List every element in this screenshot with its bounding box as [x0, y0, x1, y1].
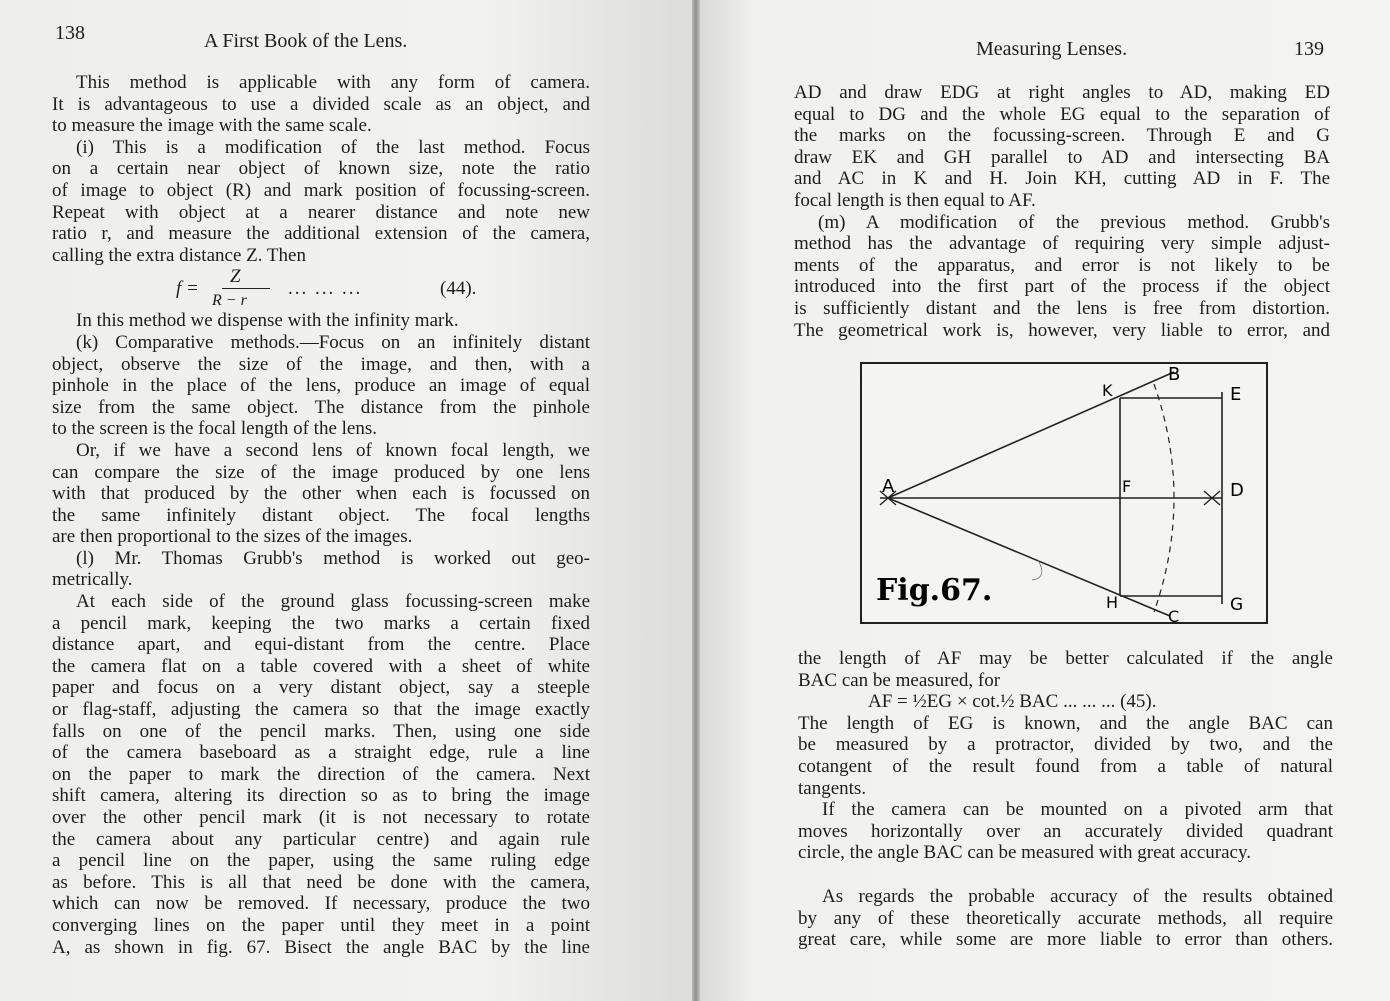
text-line: the same infinitely distant object. The focal lengths: [52, 504, 590, 526]
text-line: of image to object (R) and mark position of focussing-screen.: [52, 179, 590, 201]
formula-45: AF = ½EG × cot.½ BAC ... ... ... (45).: [868, 691, 1157, 713]
text-line: calling the extra distance Z. Then: [52, 244, 306, 266]
text-line: to measure the image with the same scale.: [52, 115, 372, 137]
text-line: are then proportional to the sizes of the images.: [52, 526, 413, 548]
text-line: tangents.: [798, 777, 867, 799]
formula-number: (44).: [440, 278, 477, 300]
text-line: object, observe the size of the image, and then, with a: [52, 353, 590, 375]
text-line: It is advantageous to use a divided scale as an object, and: [52, 93, 590, 115]
text-line: great care, while some are more liable to error than others.: [798, 929, 1333, 951]
right-page-number: 139: [1294, 38, 1324, 60]
text-line: over the other pencil mark (it is not necessary to rotate: [52, 807, 590, 828]
text-line: a pencil line on the paper, using the same ruling edge: [52, 850, 590, 872]
text-line: and AC in K and H. Join KH, cutting AD in F. The: [794, 168, 1330, 190]
text-line: which can now be removed. If necessary, produce the two: [52, 893, 590, 915]
text-line: paper and focus on a very distant object, say a steeple: [52, 677, 590, 699]
text-line: ments of the apparatus, and error is not likely to be: [794, 254, 1330, 276]
text-line: a pencil mark, keeping the two marks a certain fixed: [52, 612, 590, 634]
right-running-title: Measuring Lenses.: [976, 38, 1128, 60]
text-line: falls on one of the pencil marks. Then, using one side: [52, 720, 590, 742]
text-line: the marks on the focussing-screen. Through E and G: [794, 125, 1330, 147]
left-body-text: [52, 72, 590, 958]
text-line: the length of AF may be better calculated if the angle: [798, 648, 1333, 669]
text-line: metrically.: [52, 569, 133, 591]
text-line: (i) This is a modification of the last method. Focus: [76, 136, 590, 158]
text-line: The length of EG is known, and the angle BAC can: [798, 712, 1333, 734]
figure-caption: Fig.67.: [876, 573, 993, 608]
text-line: focal length is then equal to AF.: [794, 189, 1036, 211]
text-line: as before. This is all that need be done with the camera,: [52, 871, 590, 893]
text-line: (k) Comparative methods.—Focus on an infinitely distant: [76, 331, 590, 353]
text-line: method has the advantage of requiring very simple adjust-: [794, 233, 1330, 255]
formula-numerator: Z: [230, 266, 241, 288]
text-line: converging lines on the paper until they meet in a point: [52, 914, 590, 936]
right-body-text-bottom: [798, 648, 1333, 951]
text-line: introduced into the first part of the process if the object: [794, 276, 1330, 298]
formula-44: [52, 266, 590, 310]
formula-denominator: R − r: [212, 292, 247, 310]
formula-lhs: f =: [176, 278, 199, 300]
text-line: or flag-staff, adjusting the camera so that the image exactly: [52, 699, 590, 721]
text-line: is sufficiently distant and the lens is free from distortion.: [794, 297, 1330, 319]
text-line: on the paper to mark the direction of the camera. Next: [52, 763, 590, 785]
text-line: This method is applicable with any form of camera.: [76, 72, 590, 93]
text-line: be measured by a protractor, divided by two, and the: [798, 734, 1333, 756]
text-line: If the camera can be mounted on a pivoted arm that: [822, 799, 1333, 821]
text-line: can compare the size of the image produced by one lens: [52, 461, 590, 483]
faint-arc-mark: [1032, 560, 1042, 580]
fraction-bar: [222, 288, 270, 289]
right-paragraphs-top: [794, 82, 1330, 341]
text-line: AD and draw EDG at right angles to AD, making ED: [794, 82, 1330, 103]
text-line: The geometrical work is, however, very liable to error, and: [794, 319, 1330, 341]
figure-67-diagram: [862, 364, 1266, 622]
figure-67: [860, 362, 1268, 624]
label-K: K: [1102, 381, 1113, 400]
text-line: circle, the angle BAC can be measured with great accuracy.: [798, 842, 1251, 864]
right-paragraphs-final: [798, 886, 1333, 951]
label-H: H: [1106, 593, 1119, 612]
label-F: F: [1122, 477, 1132, 496]
text-line: to the screen is the focal length of the lens.: [52, 418, 378, 440]
text-line: pinhole in the place of the lens, produce an image of equal: [52, 375, 590, 397]
label-A: A: [882, 476, 895, 497]
text-line: the camera about any particular centre) and again rule: [52, 828, 590, 850]
text-line: Or, if we have a second lens of known focal length, we: [76, 439, 590, 461]
text-line: of the camera baseboard as a straight edge, rule a line: [52, 742, 590, 764]
paragraph-gap: [798, 864, 1333, 886]
text-line: In this method we dispense with the infinity mark.: [76, 310, 459, 332]
text-line: size from the same object. The distance from the pinhole: [52, 396, 590, 418]
right-body-text-top: [794, 82, 1330, 341]
left-paragraphs-bottom: [52, 310, 590, 958]
text-line: distance apart, and equi-distant from the centre. Place: [52, 634, 590, 656]
text-line: A, as shown in fig. 67. Bisect the angle BAC by the line: [52, 936, 590, 958]
left-page-number: 138: [55, 22, 85, 44]
label-C: C: [1168, 607, 1180, 622]
text-line: draw EK and GH parallel to AD and intersecting BA: [794, 146, 1330, 168]
text-line: (l) Mr. Thomas Grubb's method is worked out geo-: [76, 547, 590, 569]
left-paragraphs-top: [52, 72, 590, 266]
text-line: BAC can be measured, for: [798, 669, 1001, 691]
left-running-title: A First Book of the Lens.: [204, 30, 408, 52]
text-line: cotangent of the result found from a table of natural: [798, 755, 1333, 777]
text-line: equal to DG and the whole EG equal to the separation of: [794, 103, 1330, 125]
label-D: D: [1230, 480, 1244, 501]
text-line: At each side of the ground glass focussing-screen make: [76, 591, 590, 613]
formula-dots: ... ... ...: [288, 278, 363, 300]
text-line: shift camera, altering its direction so as to bring the image: [52, 785, 590, 807]
label-B: B: [1168, 364, 1181, 385]
text-line: the camera flat on a table covered with a sheet of white: [52, 655, 590, 677]
text-line: (m) A modification of the previous method. Grubb's: [818, 211, 1330, 233]
text-line: ratio r, and measure the additional extension of the camera,: [52, 223, 590, 245]
text-line: Repeat with object at a nearer distance and note new: [52, 201, 590, 223]
text-line: on a certain near object of known size, note the ratio: [52, 158, 590, 180]
text-line: by any of these theoretically accurate methods, all require: [798, 907, 1333, 929]
label-E: E: [1230, 384, 1242, 405]
right-paragraphs-bottom: [798, 713, 1333, 864]
text-line: with that produced by the other when each is focussed on: [52, 483, 590, 505]
book-gutter: [692, 0, 700, 1001]
text-line: As regards the probable accuracy of the results obtained: [822, 885, 1333, 907]
right-paragraphs-mid: [798, 648, 1333, 691]
label-G: G: [1230, 595, 1244, 615]
text-line: moves horizontally over an accurately divided quadrant: [798, 820, 1333, 842]
